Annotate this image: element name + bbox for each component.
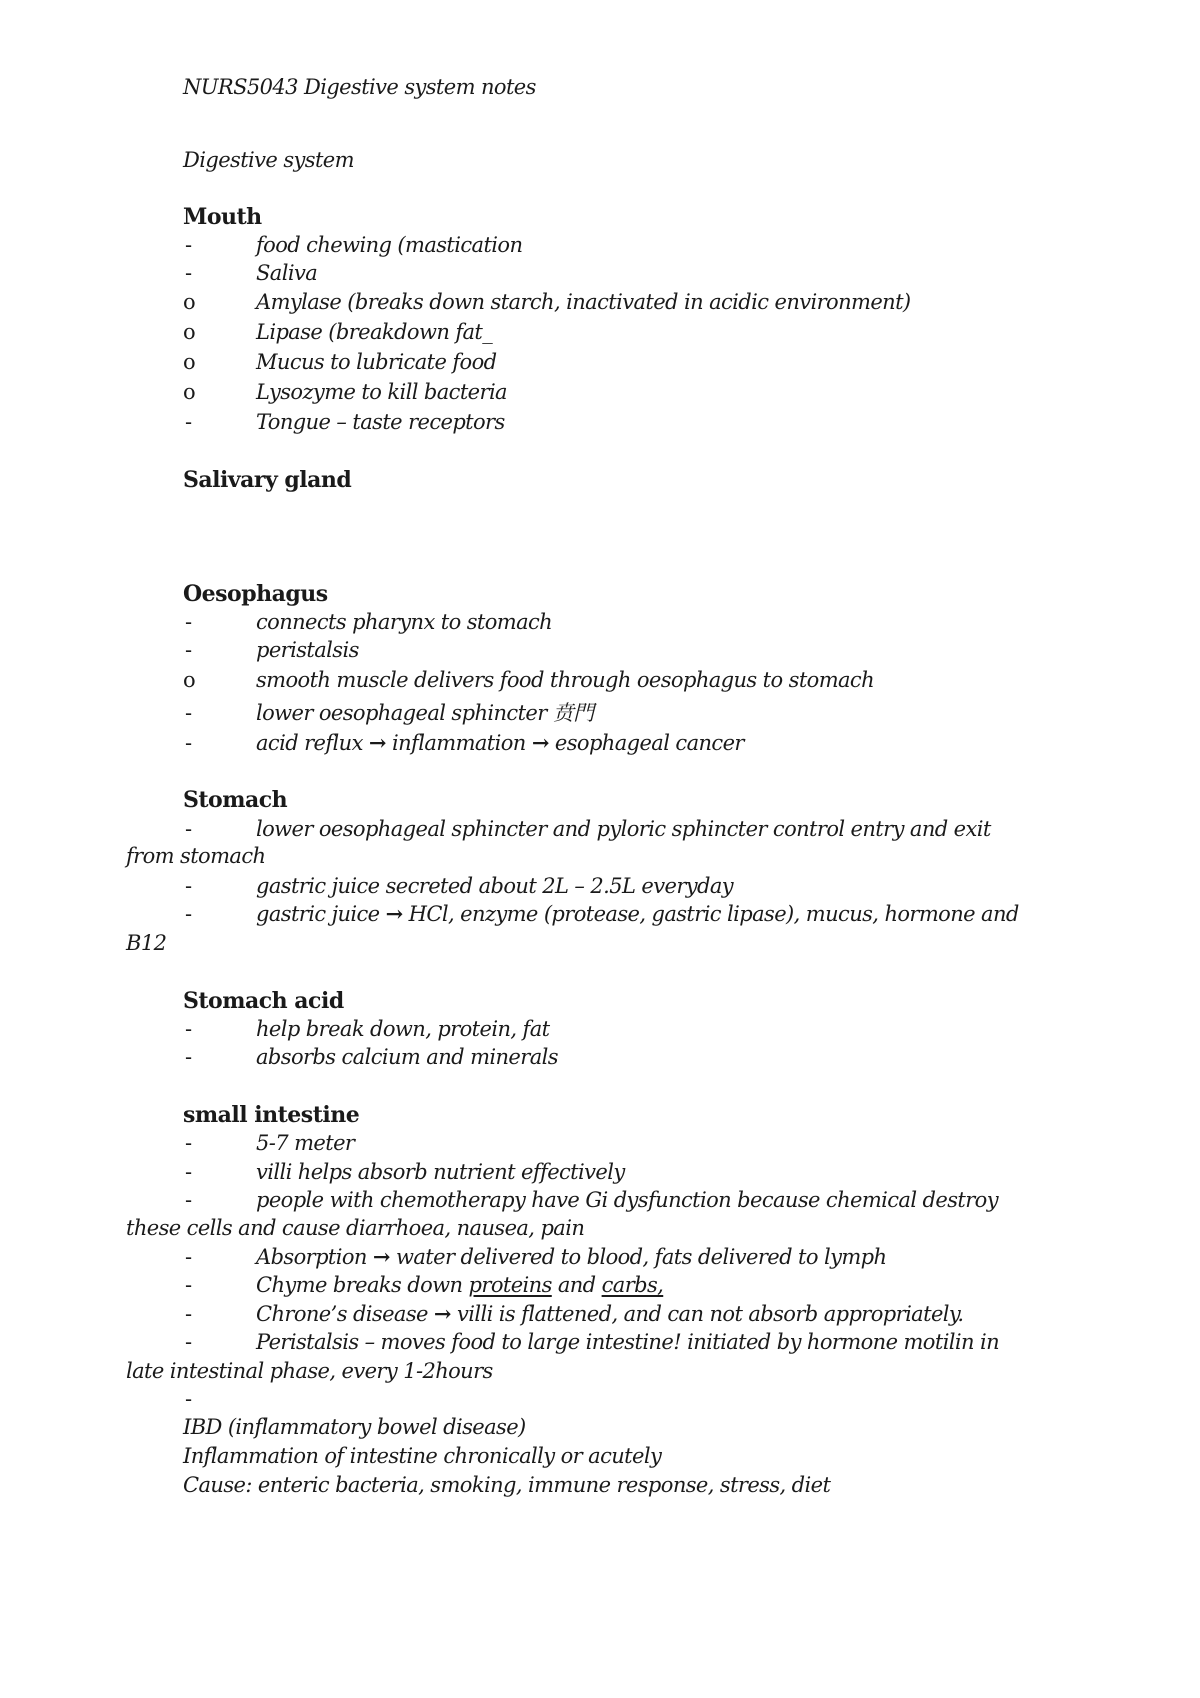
ibd-description: Inflammation of intestine chronically or acutely bbox=[183, 1444, 662, 1468]
list-item-text: Amylase (breaks down starch, inactivated in acidic environment) bbox=[256, 290, 911, 314]
list-marker: - bbox=[185, 233, 192, 257]
text-segment: villi is flattened, and can not absorb appropriately. bbox=[457, 1302, 964, 1326]
list-marker: - bbox=[185, 261, 192, 285]
list-item-text: connects pharynx to stomach bbox=[256, 610, 553, 634]
list-marker: - bbox=[185, 410, 192, 434]
list-item-text bbox=[256, 1300, 963, 1328]
list-item-text: Lysozyme to kill bacteria bbox=[256, 380, 507, 404]
intro-heading: Digestive system bbox=[183, 148, 354, 172]
arrow-right-icon: → bbox=[531, 730, 549, 755]
section-heading-oesophagus: Oesophagus bbox=[183, 581, 328, 607]
section-heading-salivary-gland: Salivary gland bbox=[183, 467, 352, 493]
list-item-text bbox=[256, 900, 1019, 928]
list-item-text: Saliva bbox=[256, 261, 318, 285]
list-item-text: Mucus to lubricate food bbox=[256, 350, 497, 374]
list-marker: - bbox=[185, 902, 192, 926]
list-item-continuation: from stomach bbox=[126, 844, 266, 868]
list-marker: - bbox=[185, 1245, 192, 1269]
text-segment: water delivered to blood, fats delivered to lymph bbox=[396, 1245, 887, 1269]
list-marker: - bbox=[185, 874, 192, 898]
list-item-text: smooth muscle delivers food through oesophagus to stomach bbox=[256, 668, 875, 692]
list-item-text bbox=[256, 1243, 886, 1271]
list-item-text: people with chemotherapy have Gi dysfunction because chemical destroy bbox=[256, 1188, 998, 1212]
list-marker: - bbox=[185, 638, 192, 662]
list-item-text: Tongue – taste receptors bbox=[256, 410, 505, 434]
arrow-right-icon: → bbox=[385, 901, 403, 926]
list-item-text bbox=[256, 1271, 663, 1299]
arrow-right-icon: → bbox=[372, 1244, 390, 1269]
underlined-text: carbs, bbox=[601, 1273, 664, 1297]
list-marker: o bbox=[183, 320, 196, 344]
list-marker: - bbox=[185, 610, 192, 634]
list-marker: o bbox=[183, 668, 196, 692]
list-item-text: gastric juice secreted about 2L – 2.5L everyday bbox=[256, 874, 734, 898]
text-segment: Chyme breaks down bbox=[256, 1273, 469, 1297]
text-segment: Absorption bbox=[256, 1245, 367, 1269]
ibd-causes: Cause: enteric bacteria, smoking, immune response, stress, diet bbox=[183, 1473, 831, 1497]
text-segment: Chrone’s disease bbox=[256, 1302, 428, 1326]
list-marker: - bbox=[185, 817, 192, 841]
list-marker: - bbox=[185, 1387, 192, 1411]
list-item-text: absorbs calcium and minerals bbox=[256, 1045, 558, 1069]
text-segment: acid reflux bbox=[256, 731, 363, 755]
arrow-right-icon: → bbox=[368, 730, 386, 755]
list-marker: - bbox=[185, 1045, 192, 1069]
list-item-text: villi helps absorb nutrient effectively bbox=[256, 1160, 625, 1184]
list-item-text: help break down, protein, fat bbox=[256, 1017, 550, 1041]
list-item-continuation: B12 bbox=[126, 931, 167, 955]
list-marker: - bbox=[185, 1273, 192, 1297]
list-item-text: 5-7 meter bbox=[256, 1131, 355, 1155]
document-title: NURS5043 Digestive system notes bbox=[183, 75, 536, 99]
arrow-right-icon: → bbox=[433, 1301, 451, 1326]
list-item-text: lower oesophageal sphincter and pyloric sphincter control entry and exit bbox=[256, 817, 991, 841]
text-segment: and bbox=[551, 1273, 602, 1297]
section-heading-stomach: Stomach bbox=[183, 787, 288, 813]
list-item-text: food chewing (mastication bbox=[256, 233, 523, 257]
list-item-continuation: these cells and cause diarrhoea, nausea, pain bbox=[126, 1216, 585, 1240]
text-segment: HCl, enzyme (protease, gastric lipase), mucus, hormone and bbox=[408, 902, 1019, 926]
list-marker: o bbox=[183, 290, 196, 314]
list-item-text bbox=[256, 729, 744, 757]
ibd-title: IBD (inflammatory bowel disease) bbox=[183, 1415, 526, 1439]
list-marker: o bbox=[183, 380, 196, 404]
list-marker: - bbox=[185, 1188, 192, 1212]
section-heading-stomach-acid: Stomach acid bbox=[183, 988, 344, 1014]
list-item-text: Peristalsis – moves food to large intestine! initiated by hormone motilin in bbox=[256, 1330, 1000, 1354]
list-marker: - bbox=[185, 1330, 192, 1354]
list-marker: - bbox=[185, 1160, 192, 1184]
list-marker: - bbox=[185, 1131, 192, 1155]
text-segment: inflammation bbox=[392, 731, 526, 755]
section-heading-small-intestine: small intestine bbox=[183, 1102, 360, 1128]
list-item-text: peristalsis bbox=[256, 638, 359, 662]
section-heading-mouth: Mouth bbox=[183, 204, 262, 230]
list-marker: o bbox=[183, 350, 196, 374]
text-segment: gastric juice bbox=[256, 902, 380, 926]
list-marker: - bbox=[185, 701, 192, 725]
list-marker: - bbox=[185, 731, 192, 755]
list-marker: - bbox=[185, 1017, 192, 1041]
text-segment: esophageal cancer bbox=[554, 731, 744, 755]
list-item-text: Lipase (breakdown fat_ bbox=[256, 320, 493, 344]
list-marker: - bbox=[185, 1302, 192, 1326]
list-item-text: lower oesophageal sphincter 贲門 bbox=[256, 701, 594, 725]
underlined-text: proteins bbox=[468, 1273, 552, 1297]
list-item-continuation: late intestinal phase, every 1-2hours bbox=[126, 1359, 493, 1383]
